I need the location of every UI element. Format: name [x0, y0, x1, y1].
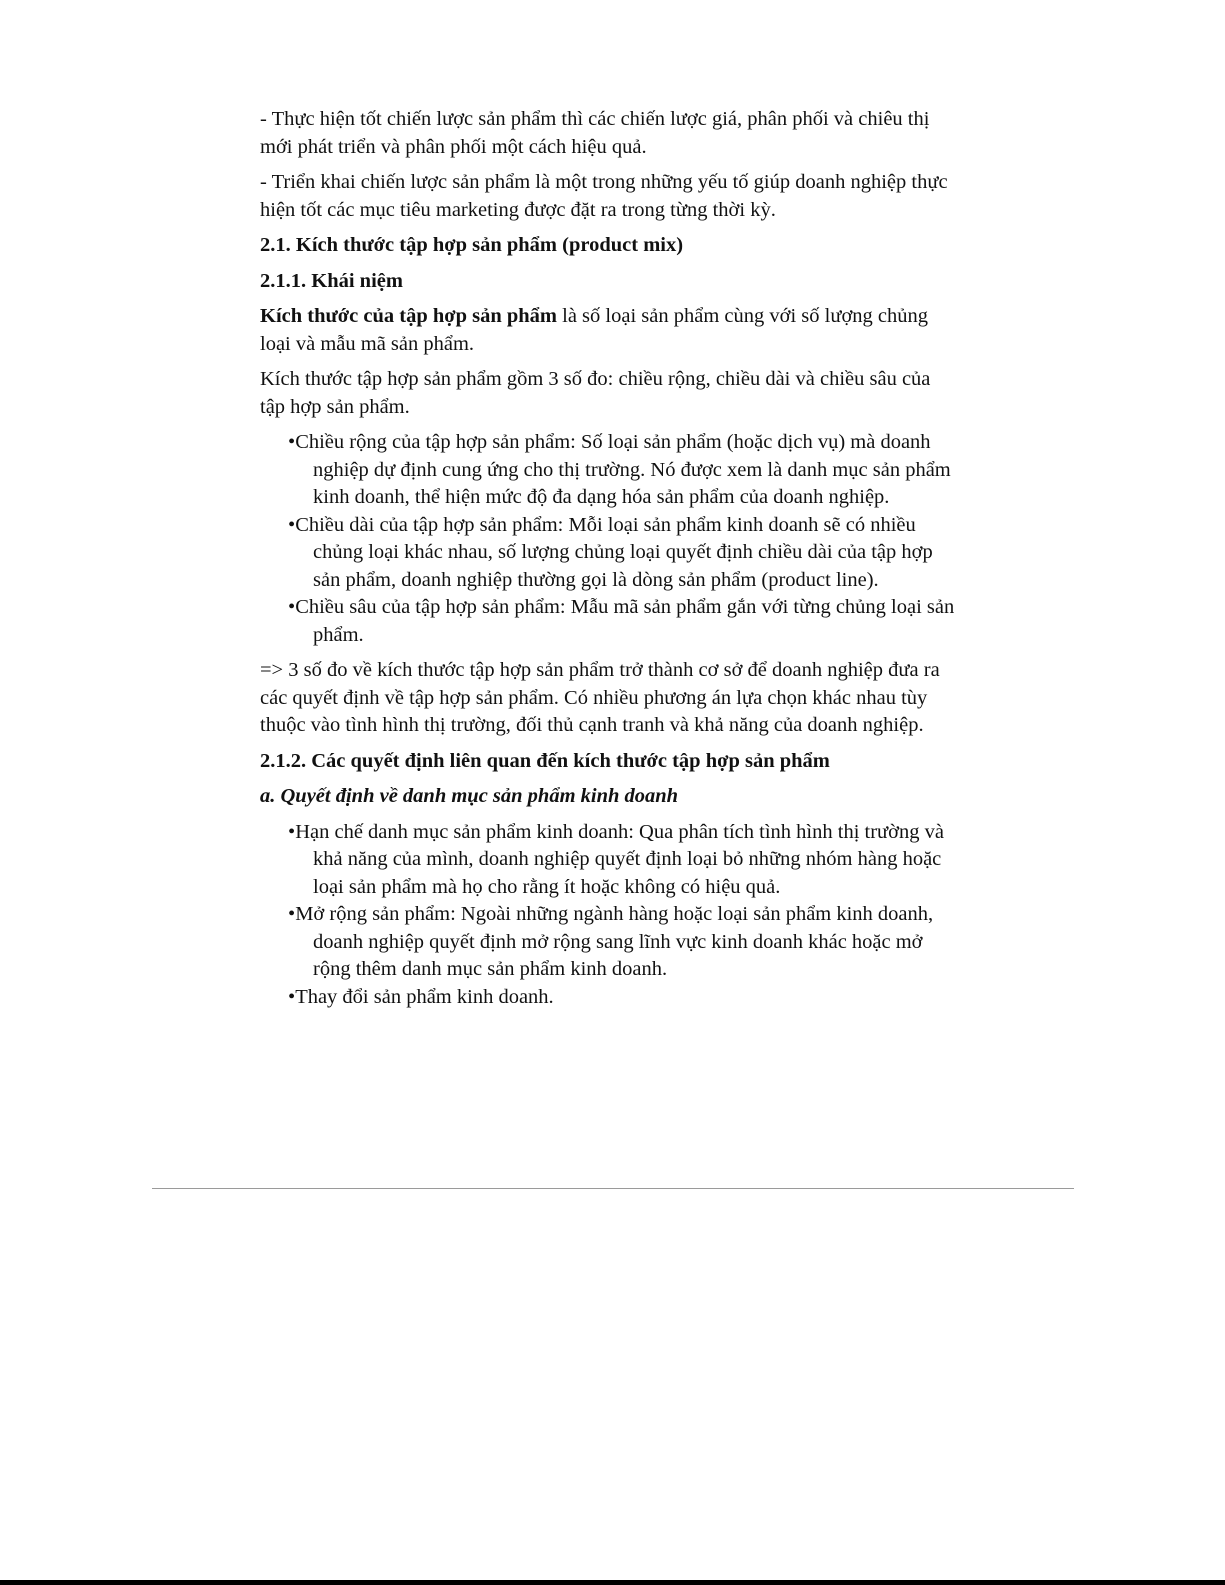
section-heading-2-1-1: 2.1.1. Khái niệm [260, 269, 403, 292]
bullet-icon: • [288, 820, 296, 843]
definition-paragraph [260, 303, 960, 358]
measures-bullet-list [260, 429, 960, 649]
bullet-icon: • [288, 596, 296, 618]
measures-intro-paragraph: Kích thước tập hợp sản phẩm gồm 3 số đo: chiều rộng, chiều dài và chiều sâu của tập hợp sản phẩm. [260, 368, 931, 418]
bullet-text-change: Thay đổi sản phẩm kinh doanh. [295, 985, 554, 1008]
bullet-text-expand: Mở rộng sản phẩm: Ngoài những ngành hàng hoặc loại sản phẩm kinh doanh, doanh nghiệp quyết định mở rộng sang lĩnh vực kinh doanh khác hoặc mở rộng thêm danh mục sản phẩm kinh doanh. [295, 903, 934, 980]
bullet-text-width: Chiều rộng của tập hợp sản phẩm: Số loại sản phẩm (hoặc dịch vụ) mà doanh nghiệp dự định cung ứng cho thị trường. Nó được xem là danh mục sản phẩm kinh doanh, thể hiện mức độ đa dạng hóa sản phẩm của doanh nghiệp. [295, 431, 951, 508]
bottom-border [0, 1580, 1225, 1585]
conclusion-paragraph: => 3 số đo về kích thước tập hợp sản phẩm trở thành cơ sở để doanh nghiệp đưa ra các quyết định về tập hợp sản phẩm. Có nhiều phương án lựa chọn khác nhau tùy thuộc vào tình hình thị trường, đối thủ cạnh tranh và khả năng của doanh nghiệp. [260, 659, 940, 736]
intro-paragraph-1: - Thực hiện tốt chiến lược sản phẩm thì các chiến lược giá, phân phối và chiêu thị mới phát triển và phân phối một cách hiệu quả. [260, 108, 930, 158]
document-page [260, 106, 960, 1019]
definition-term: Kích thước của tập hợp sản phẩm [260, 305, 558, 327]
list-item [259, 984, 960, 1012]
bullet-text-depth: Chiều sâu của tập hợp sản phẩm: Mẫu mã sản phẩm gắn với từng chủng loại sản phẩm. [295, 596, 955, 646]
page-separator-line [152, 1188, 1074, 1189]
bullet-icon: • [288, 985, 296, 1008]
subheading-a: a. Quyết định về danh mục sản phẩm kinh doanh [260, 785, 679, 807]
intro-paragraph-2: - Triển khai chiến lược sản phẩm là một trong những yếu tố giúp doanh nghiệp thực hiện tốt các mục tiêu marketing được đặt ra trong từng thời kỳ. [260, 171, 948, 221]
section-heading-2-1: 2.1. Kích thước tập hợp sản phẩm (product mix) [260, 234, 684, 256]
bullet-icon: • [288, 431, 296, 453]
list-item [259, 819, 960, 902]
list-item [259, 429, 960, 512]
bullet-icon: • [288, 513, 296, 536]
bullet-icon: • [288, 903, 296, 925]
bullet-text-restrict: Hạn chế danh mục sản phẩm kinh doanh: Qua phân tích tình hình thị trường và khả năng của mình, doanh nghiệp quyết định loại bỏ những nhóm hàng hoặc loại sản phẩm mà họ cho rằng ít hoặc không có hiệu quả. [295, 820, 944, 898]
list-item [259, 901, 960, 984]
list-item [259, 594, 960, 649]
bullet-text-length: Chiều dài của tập hợp sản phẩm: Mỗi loại sản phẩm kinh doanh sẽ có nhiều chủng loại khác nhau, số lượng chủng loại quyết định chiều dài của tập hợp sản phẩm, doanh nghiệp thường gọi là dòng sản phẩm (product line). [295, 513, 933, 591]
definition-text: là số loại sản phẩm cùng với số lượng chủng loại và mẫu mã sản phẩm. [260, 305, 929, 355]
decisions-bullet-list [260, 819, 960, 1012]
list-item [259, 512, 960, 595]
section-heading-2-1-2: 2.1.2. Các quyết định liên quan đến kích thước tập hợp sản phẩm [260, 749, 830, 772]
